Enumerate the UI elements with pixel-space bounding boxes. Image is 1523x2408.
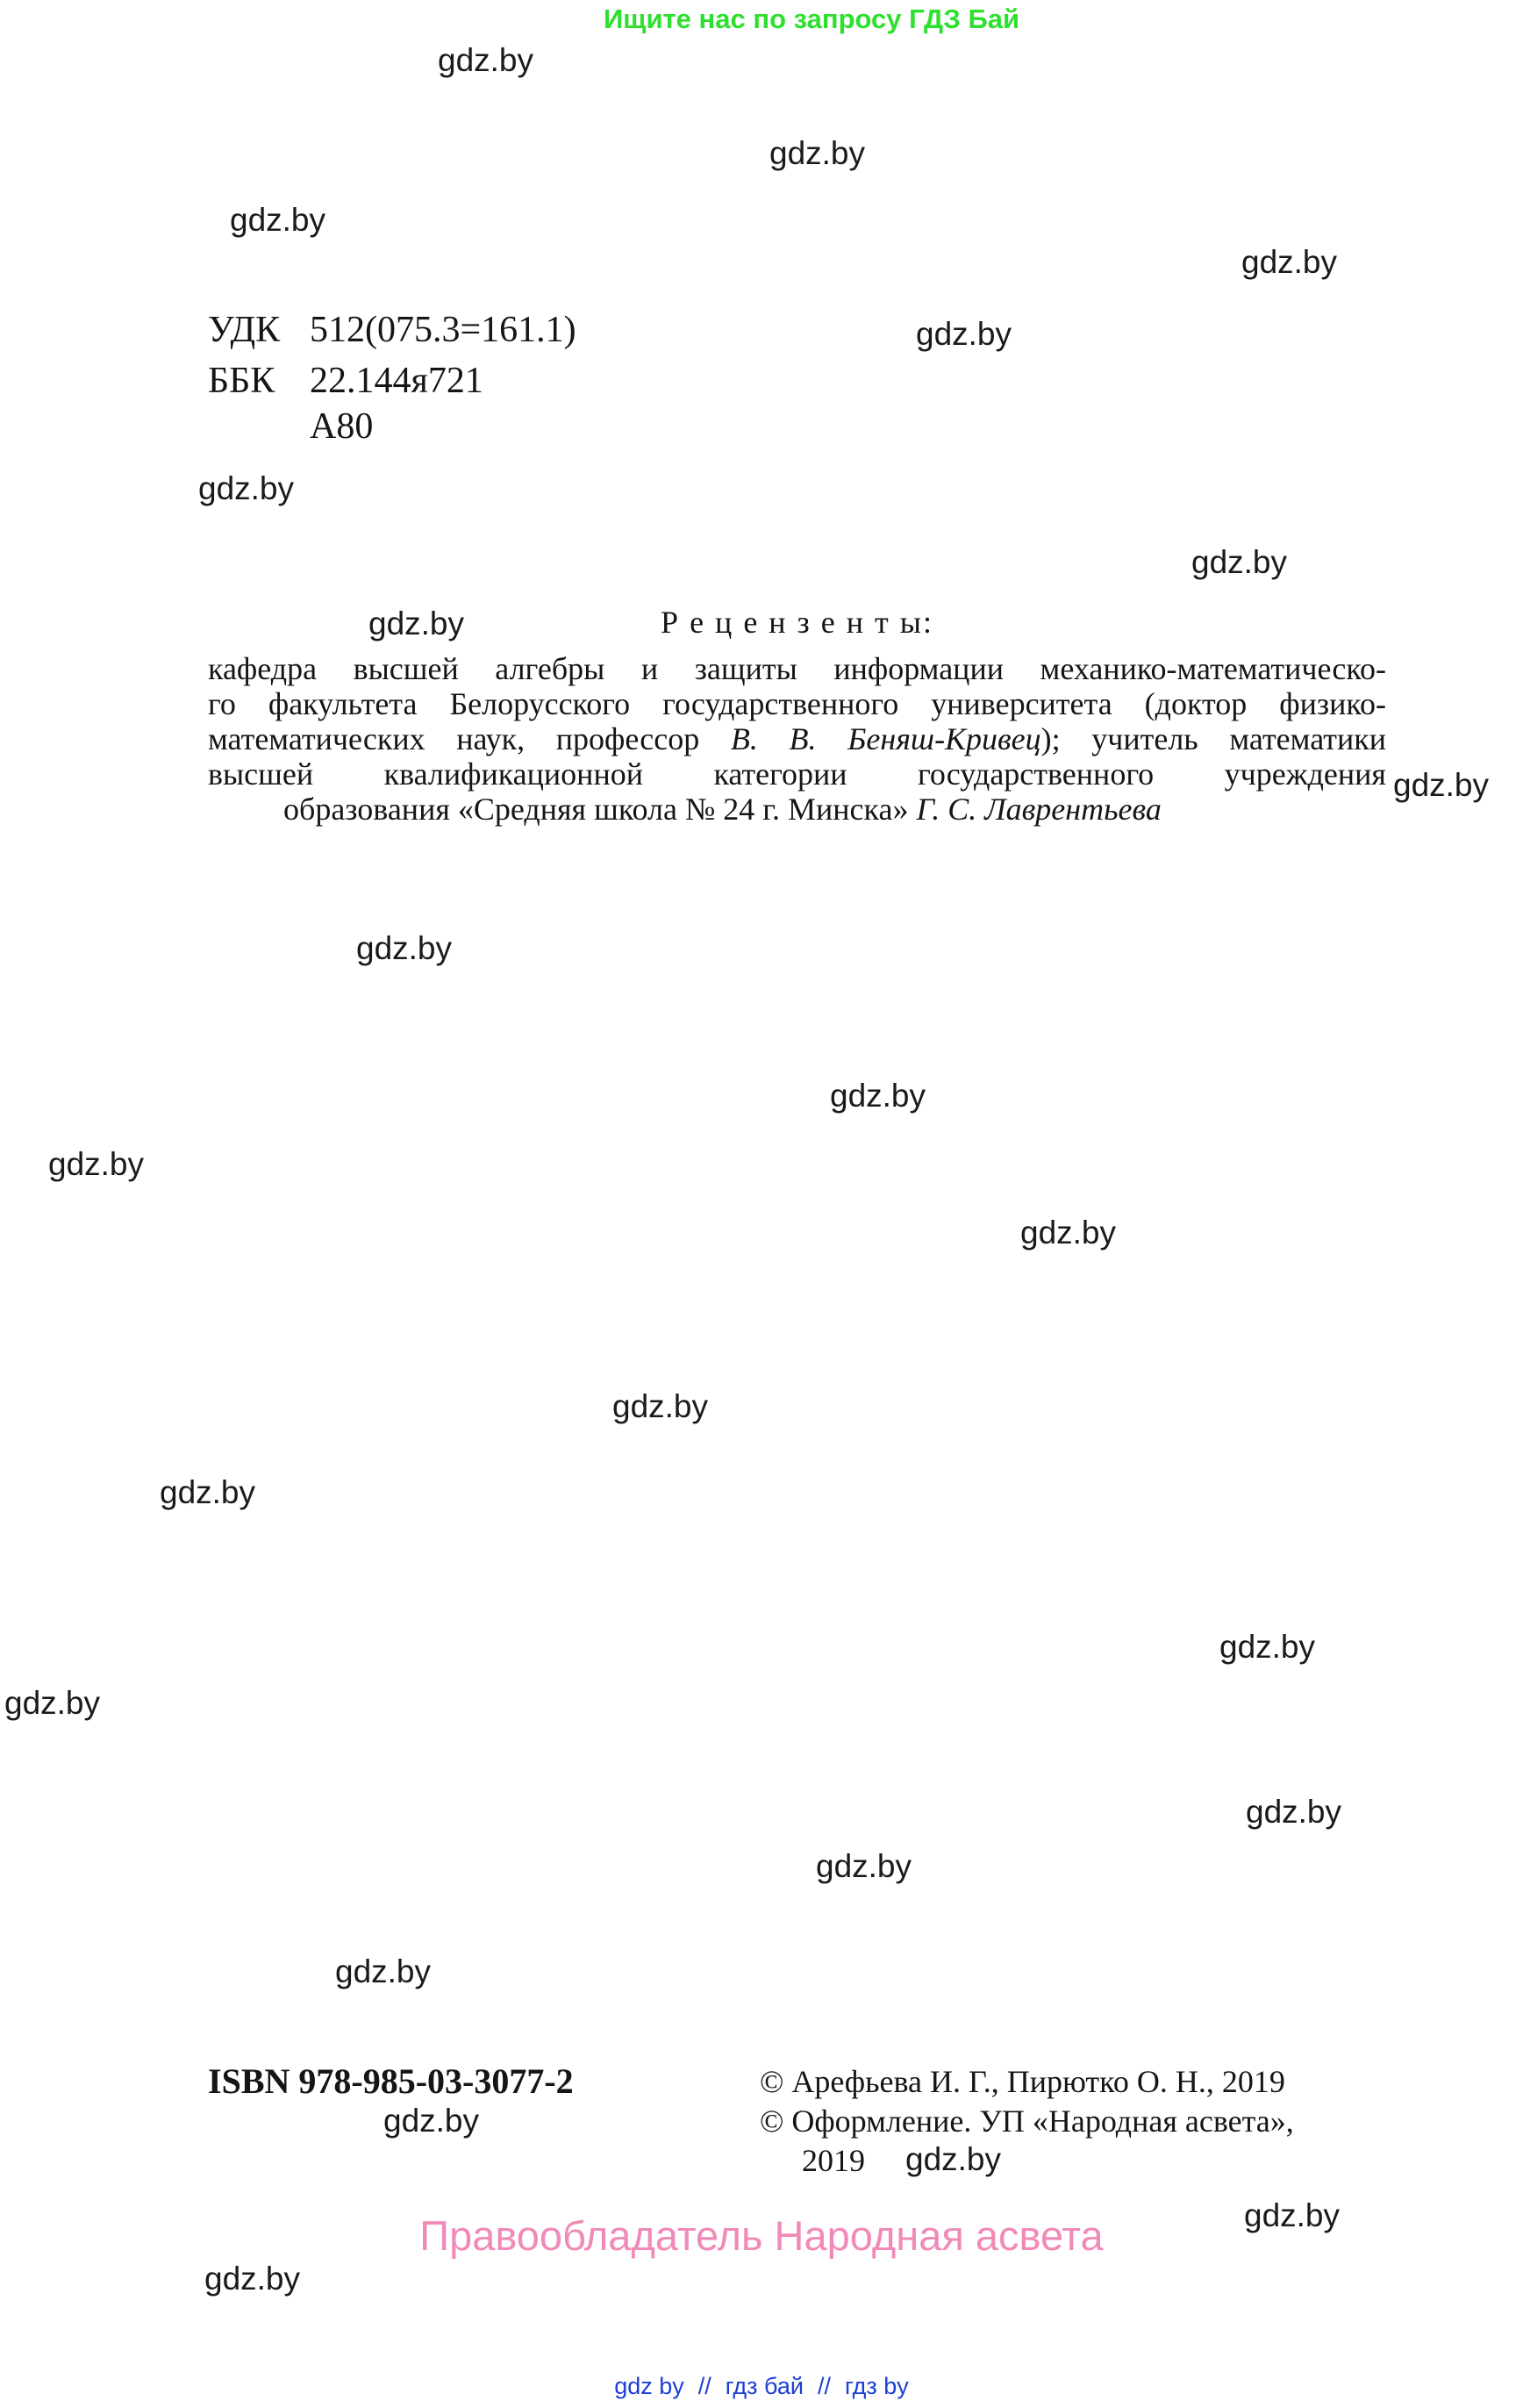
- watermark: gdz.by: [438, 42, 534, 78]
- bbk-value: 22.144я721: [310, 361, 483, 401]
- watermark: gdz.by: [335, 1953, 432, 1989]
- copyright-year: 2019: [802, 2143, 865, 2178]
- watermark: gdz.by: [612, 1388, 709, 1424]
- udk-value: 512(075.3=161.1): [310, 310, 576, 350]
- reviewer-name: Г. С. Лаврентьева: [916, 792, 1162, 827]
- author-code: А80: [310, 406, 374, 447]
- watermark: gdz.by: [1219, 1629, 1316, 1665]
- rights-holder-notice: Правообладатель Народная асвета: [419, 2212, 1104, 2259]
- watermark: gdz.by: [769, 135, 866, 171]
- reviewer-line: [208, 686, 1386, 721]
- udk-label: УДК: [208, 310, 281, 350]
- reviewer-text: ); учитель математики: [1040, 721, 1386, 756]
- watermark: gdz.by: [383, 2103, 480, 2139]
- watermark: gdz.by: [4, 1685, 101, 1721]
- reviewer-name: В. В. Беняш-Кривец: [730, 721, 1041, 756]
- copyright-publisher: © Оформление. УП «Народная асвета»,: [760, 2103, 1294, 2139]
- reviewer-text: кафедра высшей алгебры и защиты информации механико-математическо-: [208, 651, 1386, 686]
- reviewer-text: го факультета Белорусского государственного университета (доктор физико-: [208, 686, 1386, 721]
- watermark: gdz.by: [816, 1848, 912, 1884]
- watermark: gdz.by: [356, 930, 453, 966]
- watermark: gdz.by: [368, 606, 465, 641]
- reviewer-lines: [208, 651, 1386, 827]
- reviewer-text: математических наук, профессор: [208, 721, 731, 756]
- reviewer-text: высшей квалификационной категории государственного учреждения: [208, 756, 1386, 792]
- bbk-label: ББК: [208, 361, 275, 401]
- footer-links: [0, 2373, 1523, 2400]
- watermark: gdz.by: [1246, 1794, 1342, 1830]
- watermark: gdz.by: [1241, 244, 1338, 280]
- footer-link-gdz-by-cyr[interactable]: гдз by: [845, 2373, 909, 2399]
- watermark: gdz.by: [830, 1078, 926, 1114]
- top-search-notice: Ищите нас по запросу ГДЗ Бай: [604, 4, 1020, 34]
- watermark: gdz.by: [905, 2141, 1002, 2177]
- reviewer-line: [208, 792, 1386, 827]
- reviewer-line: [208, 721, 1386, 756]
- watermark: gdz.by: [230, 202, 326, 238]
- watermark: gdz.by: [1393, 767, 1490, 803]
- watermark: gdz.by: [916, 316, 1012, 352]
- author-code-line: [208, 405, 373, 448]
- udk-line: [208, 309, 576, 351]
- isbn-number: ISBN 978-985-03-3077-2: [208, 2061, 574, 2101]
- watermark: gdz.by: [1191, 544, 1288, 580]
- watermark: gdz.by: [160, 1474, 256, 1510]
- copyright-authors: © Арефьева И. Г., Пирютко О. Н., 2019: [760, 2064, 1285, 2099]
- copyright-block: [760, 2062, 1426, 2181]
- reviewer-line: [208, 651, 1386, 686]
- reviewer-text: образования «Средняя школа № 24 г. Минска»: [283, 792, 917, 827]
- watermark: gdz.by: [204, 2261, 301, 2297]
- watermark: gdz.by: [48, 1146, 145, 1182]
- footer-link-gdz-by[interactable]: gdz by: [614, 2373, 684, 2399]
- watermark: gdz.by: [198, 470, 295, 506]
- footer-separator: //: [697, 2373, 711, 2399]
- bbk-line: [208, 360, 483, 402]
- reviewer-line: [208, 756, 1386, 792]
- footer-separator: //: [817, 2373, 831, 2399]
- footer-link-gdz-bai[interactable]: гдз бай: [725, 2373, 804, 2399]
- watermark: gdz.by: [1020, 1215, 1117, 1251]
- reviewers-heading: Р е ц е н з е н т ы:: [661, 605, 933, 640]
- watermark: gdz.by: [1244, 2197, 1341, 2233]
